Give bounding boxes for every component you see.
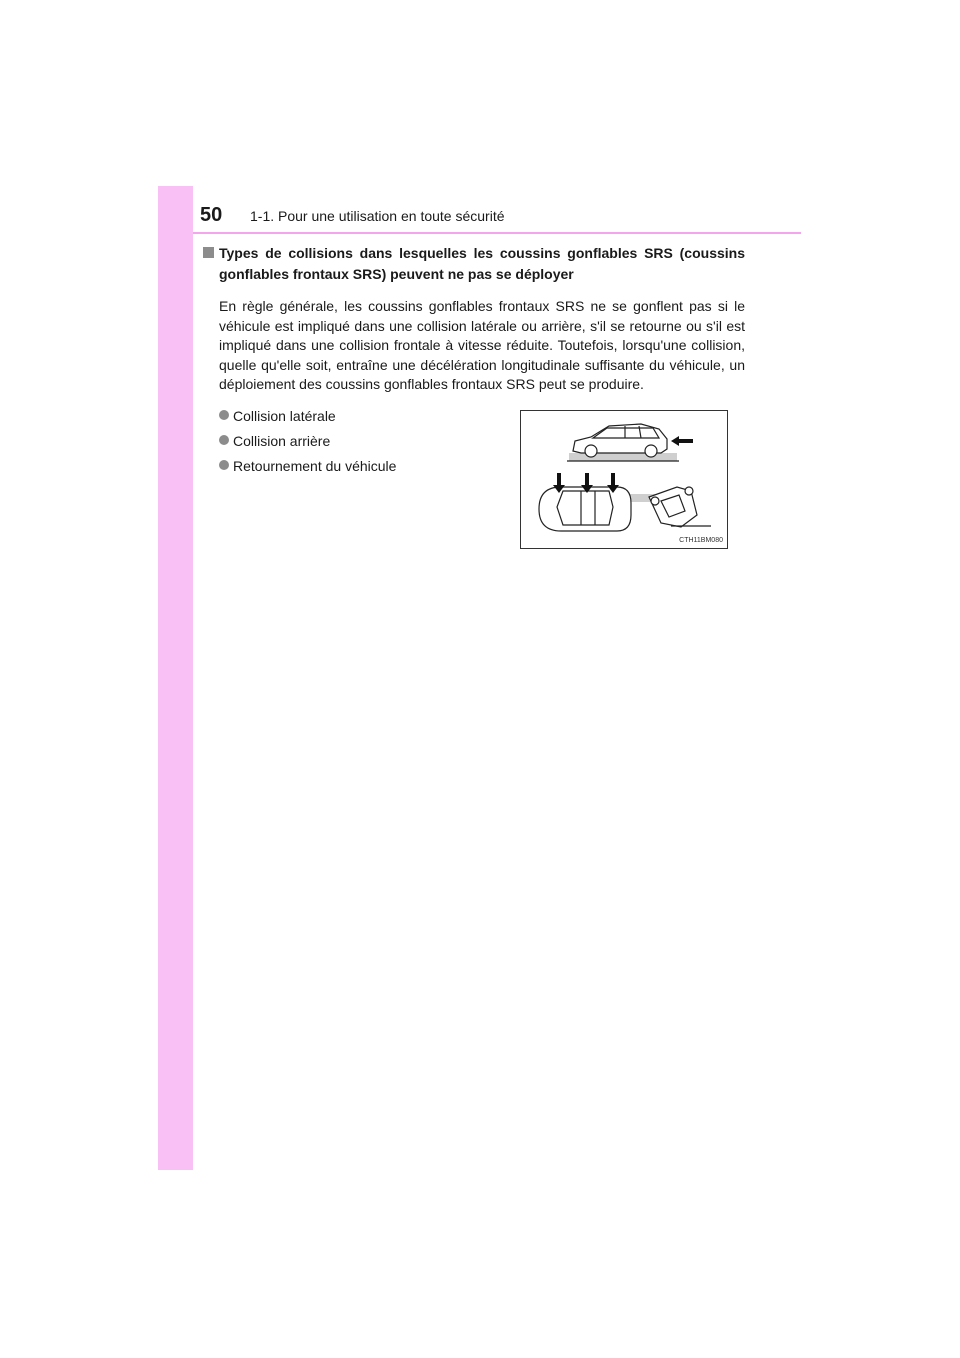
page-number: 50	[200, 204, 223, 226]
body-paragraph: En règle générale, les coussins gonflables frontaux SRS ne se gonflent pas si le véhicule est impliqué dans une collision latérale ou arrière, s'il se retourne ou s'il est impliqué dans une collision frontale à vitesse réduite. Toutefois, lorsqu'une collision, quelle qu'elle soit, entraîne une décélération longitudinale suffisante du véhicule, un déploiement des coussins gonflables frontaux SRS peut se produire.	[219, 298, 745, 392]
chapter-title: 1-1. Pour une utilisation en toute sécurité	[250, 208, 505, 224]
section-heading-text: Types de collisions dans lesquelles les coussins gonflables SRS (coussins gonflables frontaux SRS) peuvent ne pas se déployer	[219, 245, 745, 282]
collision-illustration-svg	[521, 411, 727, 548]
bullet-dot-icon	[219, 435, 229, 445]
list-item-text: Retournement du véhicule	[233, 457, 397, 474]
rollover-car-icon	[649, 487, 711, 527]
section-heading	[219, 243, 745, 285]
bullet-dot-icon	[219, 460, 229, 470]
list-item-text: Collision arrière	[233, 432, 331, 449]
side-view-car-icon	[567, 424, 679, 461]
figure-code: CTH11BM080	[679, 537, 723, 544]
collision-illustration	[520, 410, 728, 549]
square-marker-icon	[203, 247, 214, 258]
rear-impact-arrow-icon	[671, 436, 693, 446]
header-rule	[193, 232, 801, 234]
bullet-dot-icon	[219, 410, 229, 420]
list-item-text: Collision latérale	[233, 407, 336, 424]
side-tab-band	[158, 186, 193, 1170]
